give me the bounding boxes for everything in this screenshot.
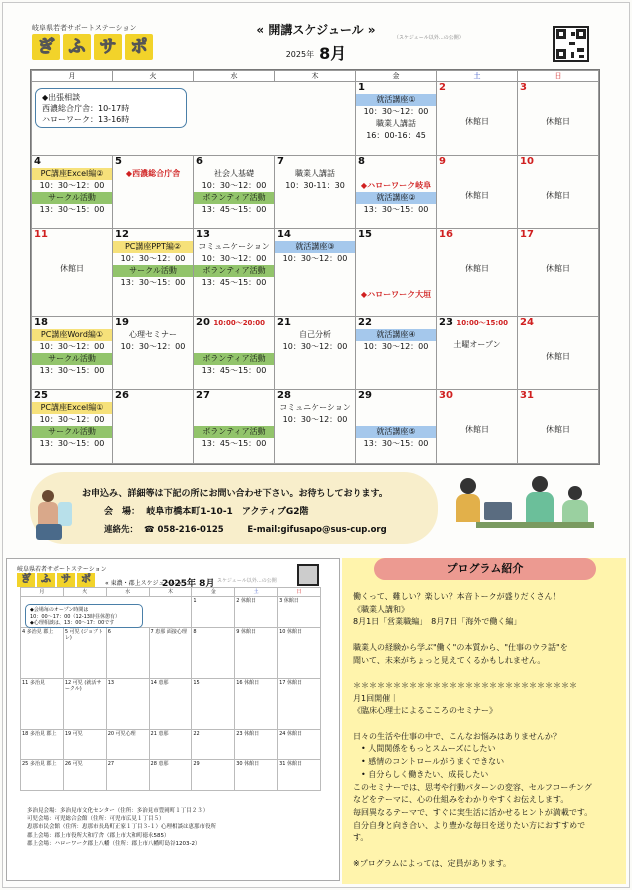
closed-label: 休館日 xyxy=(465,190,489,200)
day-number-value: 20 xyxy=(196,316,210,328)
event-title: 就活講座① xyxy=(356,94,436,106)
sub-weekday: 月 xyxy=(21,588,64,597)
day-number: 28 xyxy=(277,390,291,402)
sub-day-cell: 6 xyxy=(106,627,149,678)
venue-line: 郡上会場：ハローワーク郡上八幡（住所：郡上市八幡町島谷1203-2） xyxy=(27,840,201,847)
day-number: 8 xyxy=(358,155,365,167)
closed-label: 休館日 xyxy=(60,264,84,273)
event-title: ボランティア活動 xyxy=(194,192,274,204)
people-illustration xyxy=(34,488,74,544)
sub-schedule xyxy=(6,558,340,881)
sub-day-cell: 31 休館日 xyxy=(278,760,321,791)
day-number: 21 xyxy=(277,316,291,328)
weekday-mon: 月 xyxy=(32,71,113,82)
sub-day-cell: 19 可児 xyxy=(63,729,106,760)
event-time: 13：30〜15：00 xyxy=(120,278,186,287)
sub-day-cell: 14 恵那 xyxy=(149,678,192,729)
day-number: 11 xyxy=(34,229,48,240)
day-cell[interactable] xyxy=(356,390,437,464)
team-illustration xyxy=(456,472,606,546)
sub-weekday: 木 xyxy=(149,588,192,597)
venue-line: 可児会場：可児総合会館（住所：可児市広見１丁目５） xyxy=(27,816,165,823)
sub-weekday: 水 xyxy=(106,588,149,597)
day-number: 27 xyxy=(196,390,210,402)
day-cell[interactable] xyxy=(113,316,194,390)
event-time: 13：30〜15：00 xyxy=(363,439,429,449)
sub-day-cell: 13 xyxy=(106,678,149,729)
day-cell[interactable] xyxy=(32,316,113,390)
tel-row xyxy=(104,523,387,535)
event-title: コミュニケーション xyxy=(279,403,351,413)
weekday-header xyxy=(32,71,599,82)
sub-day-cell: 10 休館日 xyxy=(278,627,321,678)
event-title: 就活講座④ xyxy=(356,329,436,341)
day-number: 4 xyxy=(34,155,41,167)
sub-day-cell: 18 多治見 郡上 xyxy=(21,729,64,760)
event-time: 10：30〜12：00 xyxy=(39,180,105,190)
event-time: 10：30〜12：00 xyxy=(39,341,105,351)
weekday-wed: 水 xyxy=(194,71,275,82)
venue-label: 会 場： xyxy=(104,507,141,517)
event-title: PC講座Excel編② xyxy=(32,168,112,180)
logo-char: ぎ xyxy=(17,573,35,587)
sub-day-cell: 28 恵那 xyxy=(149,760,192,791)
sub-note: スケジュール以外…の公開 xyxy=(217,578,277,584)
day-cell[interactable] xyxy=(356,229,437,317)
day-cell[interactable] xyxy=(113,155,194,229)
day-cell[interactable] xyxy=(356,155,437,229)
day-number: 6 xyxy=(196,155,203,167)
day-cell[interactable] xyxy=(437,82,518,156)
day-cell[interactable] xyxy=(275,229,356,317)
sub-day-cell: 27 xyxy=(106,760,149,791)
sub-title: « 東濃・郡上スケジュール » xyxy=(105,580,182,587)
closed-label: 休館日 xyxy=(465,425,489,435)
sub-day-cell: 29 xyxy=(192,760,235,791)
sub-weekday: 日 xyxy=(278,588,321,597)
event-time: 13：30〜15：00 xyxy=(363,204,429,214)
notice-line: ハローワーク：13-16時 xyxy=(42,115,130,124)
sub-day-cell: 1 xyxy=(192,597,235,628)
sub-day-cell: 22 xyxy=(192,729,235,760)
event-title: サークル活動 xyxy=(32,192,112,204)
day-number: 22 xyxy=(358,316,372,328)
day-number xyxy=(437,317,517,329)
day-number: 14 xyxy=(277,229,291,240)
logo-char: サ xyxy=(94,34,122,60)
day-number: 10 xyxy=(520,155,534,167)
day-number: 3 xyxy=(520,82,527,93)
email-link[interactable]: E-mail:gifusapo@sus-cup.org xyxy=(247,525,387,535)
day-cell[interactable] xyxy=(194,229,275,317)
program-body: 働くって、難しい？楽しい？本音トークが盛りだくさん！ 《職業人講和》 8月1日「営業職編」 8月7日「海外で働く編」 職業人の経験から学ぶ"働く"の本質から、"仕事のウラ話"を 聞いて、未来がちょっと見えてくるかもしれません。 ＊＊＊＊＊＊＊＊＊＊＊＊＊＊＊＊＊＊＊＊＊＊＊＊＊＊＊＊ 月1回開催｜ 《臨床心理士によるこころのセミナー》 日々の生活や仕事の中で、こんなお悩みはありませんか？ • 人間関係をもっとスムーズにしたい • 感情のコントロールがうまくできない • 自分らしく働きたい、成長したい このセミナーでは、思考や行動パターンの変容、セルフコーチング などをテーマに、心の仕組みをわかりやすくお伝えします。 毎回異なるテーマで、すぐに実生活に活かせるヒントが満載です。 自分自身と向き合い、より豊かな毎日を送りたい方におすすめで す。 ※プログラムによっては、定員があります。 xyxy=(353,592,593,868)
day-cell[interactable] xyxy=(437,316,518,390)
event-time: 10：30〜12：00 xyxy=(120,254,186,263)
sub-day-cell: 9 休館日 xyxy=(235,627,278,678)
closed-label: 休館日 xyxy=(546,190,570,200)
sub-calendar xyxy=(20,587,321,791)
event-title: ◆ハローワーク大垣 xyxy=(360,290,432,299)
closed-label: 休館日 xyxy=(546,351,570,361)
day-cell[interactable] xyxy=(437,390,518,464)
sub-day-cell: 5 可児 (ジョブトレ) xyxy=(63,627,106,678)
event-time: 10：30〜12：00 xyxy=(363,107,429,116)
event-time: 10：30〜12：00 xyxy=(120,341,186,351)
sub-day-cell: 12 可児 (就活サークル) xyxy=(63,678,106,729)
sub-day-cell: 16 休館日 xyxy=(235,678,278,729)
event-time: 10：30〜12：00 xyxy=(282,254,348,263)
month: 8月 xyxy=(319,44,347,63)
org-name: 岐阜県若者サポートステーション xyxy=(32,24,137,32)
day-cell[interactable] xyxy=(32,390,113,464)
event-title: ボランティア活動 xyxy=(194,426,274,438)
schedule-title: « 開講スケジュール » xyxy=(256,23,376,37)
day-cell[interactable] xyxy=(32,229,113,317)
venue-address: 岐阜市橋本町1-10-1 アクティブG2階 xyxy=(146,507,309,517)
sub-weekday: 土 xyxy=(235,588,278,597)
event-title: 自己分析 xyxy=(299,329,331,339)
sub-weekday: 金 xyxy=(192,588,235,597)
venue-line: 恵那市民会館（住所：恵那市長島町正家１丁目３-１）心理相談は恵那市役所 xyxy=(27,824,216,831)
event-title: 土曜オープン xyxy=(453,339,501,349)
day-number: 24 xyxy=(520,316,534,328)
day-cell[interactable] xyxy=(113,229,194,317)
event-time: 13：45〜15：00 xyxy=(201,278,267,287)
day-cell[interactable] xyxy=(275,390,356,464)
logo-char: ふ xyxy=(37,573,55,587)
day-cell[interactable] xyxy=(275,155,356,229)
event-title: 就活講座③ xyxy=(275,241,355,253)
event-title: 職業人講話 xyxy=(376,119,416,128)
tel-label: 連絡先： xyxy=(104,525,139,535)
event-title: サークル活動 xyxy=(32,353,112,365)
day-cell[interactable] xyxy=(194,390,275,464)
notice-line: 西濃総合庁舎：10-17時 xyxy=(42,104,130,113)
event-time: 13：30〜15：00 xyxy=(39,204,105,214)
sub-month: 2025年 8月 xyxy=(162,579,215,589)
weekday-tue: 火 xyxy=(113,71,194,82)
day-number: 2 xyxy=(439,82,446,93)
event-title: ボランティア活動 xyxy=(194,353,274,365)
event-time: 13：45〜15：00 xyxy=(201,365,267,375)
venue-row xyxy=(104,504,308,517)
sub-day-cell: 11 多治見 xyxy=(21,678,64,729)
contact-box xyxy=(30,472,438,544)
day-number: 26 xyxy=(115,390,129,402)
sub-weekday: 火 xyxy=(63,588,106,597)
day-cell[interactable] xyxy=(356,316,437,390)
open-hours: 10:00〜20:00 xyxy=(213,318,265,327)
day-cell[interactable] xyxy=(518,155,599,229)
day-number: 5 xyxy=(115,155,122,167)
day-cell[interactable] xyxy=(518,82,599,156)
day-number: 17 xyxy=(520,229,534,240)
sub-day-cell: 30 休館日 xyxy=(235,760,278,791)
day-cell[interactable] xyxy=(32,155,113,229)
event-time: 10：30-11：30 xyxy=(285,180,345,190)
event-time: 10：30〜12：00 xyxy=(282,341,348,351)
day-number: 18 xyxy=(34,316,48,328)
outreach-notice xyxy=(35,88,187,128)
day-number: 19 xyxy=(115,316,129,328)
day-number xyxy=(194,317,274,329)
program-panel xyxy=(342,558,626,884)
event-title: PC講座Excel編① xyxy=(32,402,112,414)
schedule-month xyxy=(0,41,632,64)
event-title: 心理セミナー xyxy=(129,329,177,339)
event-time: 13：45〜15：00 xyxy=(201,439,267,449)
logo-char: ポ xyxy=(77,573,95,587)
venue-line: 郡上会場：郡上市役所大和庁舎（郡上市大和町徳永585） xyxy=(27,832,170,839)
sub-day-cell: 8 xyxy=(192,627,235,678)
day-cell[interactable] xyxy=(437,155,518,229)
event-title: サークル活動 xyxy=(32,426,112,438)
sub-day-cell: 24 休館日 xyxy=(278,729,321,760)
sub-day-cell: 15 xyxy=(192,678,235,729)
closed-label: 休館日 xyxy=(465,264,489,273)
closed-label: 休館日 xyxy=(546,264,570,273)
day-number: 15 xyxy=(358,229,372,240)
day-number: 16 xyxy=(439,229,453,240)
sub-day-cell: 23 休館日 xyxy=(235,729,278,760)
day-cell[interactable] xyxy=(194,155,275,229)
program-header: プログラム紹介 xyxy=(374,558,596,580)
weekday-sat: 土 xyxy=(437,71,518,82)
day-cell[interactable] xyxy=(518,229,599,317)
day-number: 12 xyxy=(115,229,129,240)
day-number: 9 xyxy=(439,155,446,167)
day-cell[interactable] xyxy=(518,390,599,464)
event-time: 13：30〜15：00 xyxy=(39,365,105,375)
contact-title: お申込み、詳細等は下記の所にお問い合わせ下さい。お待ちしております。 xyxy=(82,489,388,499)
event-title: 就活講座⑤ xyxy=(356,426,436,438)
weekday-fri: 金 xyxy=(356,71,437,82)
sub-notice-line: ◆会場毎のオープン時間は xyxy=(30,607,89,613)
sub-notice-line: 10：00〜17：00（12-13時昼休憩有） xyxy=(30,613,120,620)
sub-day-cell: 7 恵那 面接心理 xyxy=(149,627,192,678)
event-time: 10：30〜12：00 xyxy=(39,415,105,425)
sub-day-cell: 26 可児 xyxy=(63,760,106,791)
day-number: 30 xyxy=(439,390,453,402)
logo-char: ポ xyxy=(125,34,153,60)
day-cell[interactable] xyxy=(518,316,599,390)
sub-notice-cell xyxy=(21,597,192,628)
day-number: 7 xyxy=(277,155,284,167)
day-cell[interactable] xyxy=(356,82,437,156)
sub-notice-line: ◆心理相談は、13：00〜17：00です xyxy=(30,620,115,626)
closed-label: 休館日 xyxy=(546,425,570,435)
event-title: ボランティア活動 xyxy=(194,265,274,277)
open-hours: 10:00〜15:00 xyxy=(456,318,508,327)
closed-label: 休館日 xyxy=(465,117,489,126)
event-time: 16：00-16：45 xyxy=(366,131,426,140)
logo-char: サ xyxy=(57,573,75,587)
event-title: 就活講座② xyxy=(356,192,436,204)
day-cell[interactable] xyxy=(113,390,194,464)
day-number: 31 xyxy=(520,390,534,402)
day-cell[interactable] xyxy=(275,316,356,390)
sub-day-cell: 3 休館日 xyxy=(278,597,321,628)
event-title: PC講座PPT編② xyxy=(113,241,193,253)
sub-day-cell: 2 休館日 xyxy=(235,597,278,628)
day-cell[interactable] xyxy=(437,229,518,317)
calendar xyxy=(30,69,600,465)
logo-char: ぎ xyxy=(32,34,60,60)
header-note: （スケジュール以外…の公開） xyxy=(394,35,464,41)
event-title: 社会人基礎 xyxy=(214,168,254,178)
event-title: ◆ハローワーク岐阜 xyxy=(360,180,432,190)
sub-logo xyxy=(17,573,95,587)
event-title: コミュニケーション xyxy=(198,242,270,251)
weekday-thu: 木 xyxy=(275,71,356,82)
year: 2025年 xyxy=(285,50,315,59)
logo-char: ふ xyxy=(63,34,91,60)
event-title: 職業人講話 xyxy=(295,168,335,178)
sub-day-cell: 4 多治見 郡上 xyxy=(21,627,64,678)
sub-day-cell: 17 休館日 xyxy=(278,678,321,729)
notice-title: ◆出張相談 xyxy=(42,93,81,102)
event-title: PC講座Word編① xyxy=(32,329,112,341)
event-time: 13：45〜15：00 xyxy=(201,204,267,214)
event-time: 13：30〜15：00 xyxy=(39,439,105,449)
tel-number[interactable]: ☎ 058-216-0125 xyxy=(143,525,224,535)
weekday-sun: 日 xyxy=(518,71,599,82)
day-number: 13 xyxy=(196,229,210,240)
event-time: 10：30〜12：00 xyxy=(201,180,267,190)
day-cell[interactable] xyxy=(194,316,275,390)
sub-day-cell: 25 多治見 郡上 xyxy=(21,760,64,791)
sub-org: 岐阜県若者サポートステーション xyxy=(17,566,107,573)
closed-label: 休館日 xyxy=(546,117,570,126)
sub-day-cell: 21 恵那 xyxy=(149,729,192,760)
sub-day-cell: 20 可児心理 xyxy=(106,729,149,760)
event-time: 10：30〜12：00 xyxy=(363,341,429,351)
day-number: 25 xyxy=(34,390,48,402)
sub-venue-info xyxy=(27,807,216,848)
sub-notice xyxy=(25,604,143,628)
event-time: 10：30〜12：00 xyxy=(201,254,267,263)
notice-cell xyxy=(32,82,356,156)
day-number: 29 xyxy=(358,390,372,402)
day-number-value: 23 xyxy=(439,316,453,328)
venue-line: 多治見会場：多治見市文化センター（住所：多治見市豊岡町１丁目２３） xyxy=(27,808,209,814)
event-title: ◆西濃総合庁舎 xyxy=(125,168,181,178)
event-time: 10：30〜12：00 xyxy=(282,415,348,425)
event-title: サークル活動 xyxy=(113,265,193,277)
day-number: 1 xyxy=(358,82,365,93)
sub-qr-code-icon[interactable] xyxy=(297,564,319,586)
qr-code-icon[interactable] xyxy=(553,26,589,62)
